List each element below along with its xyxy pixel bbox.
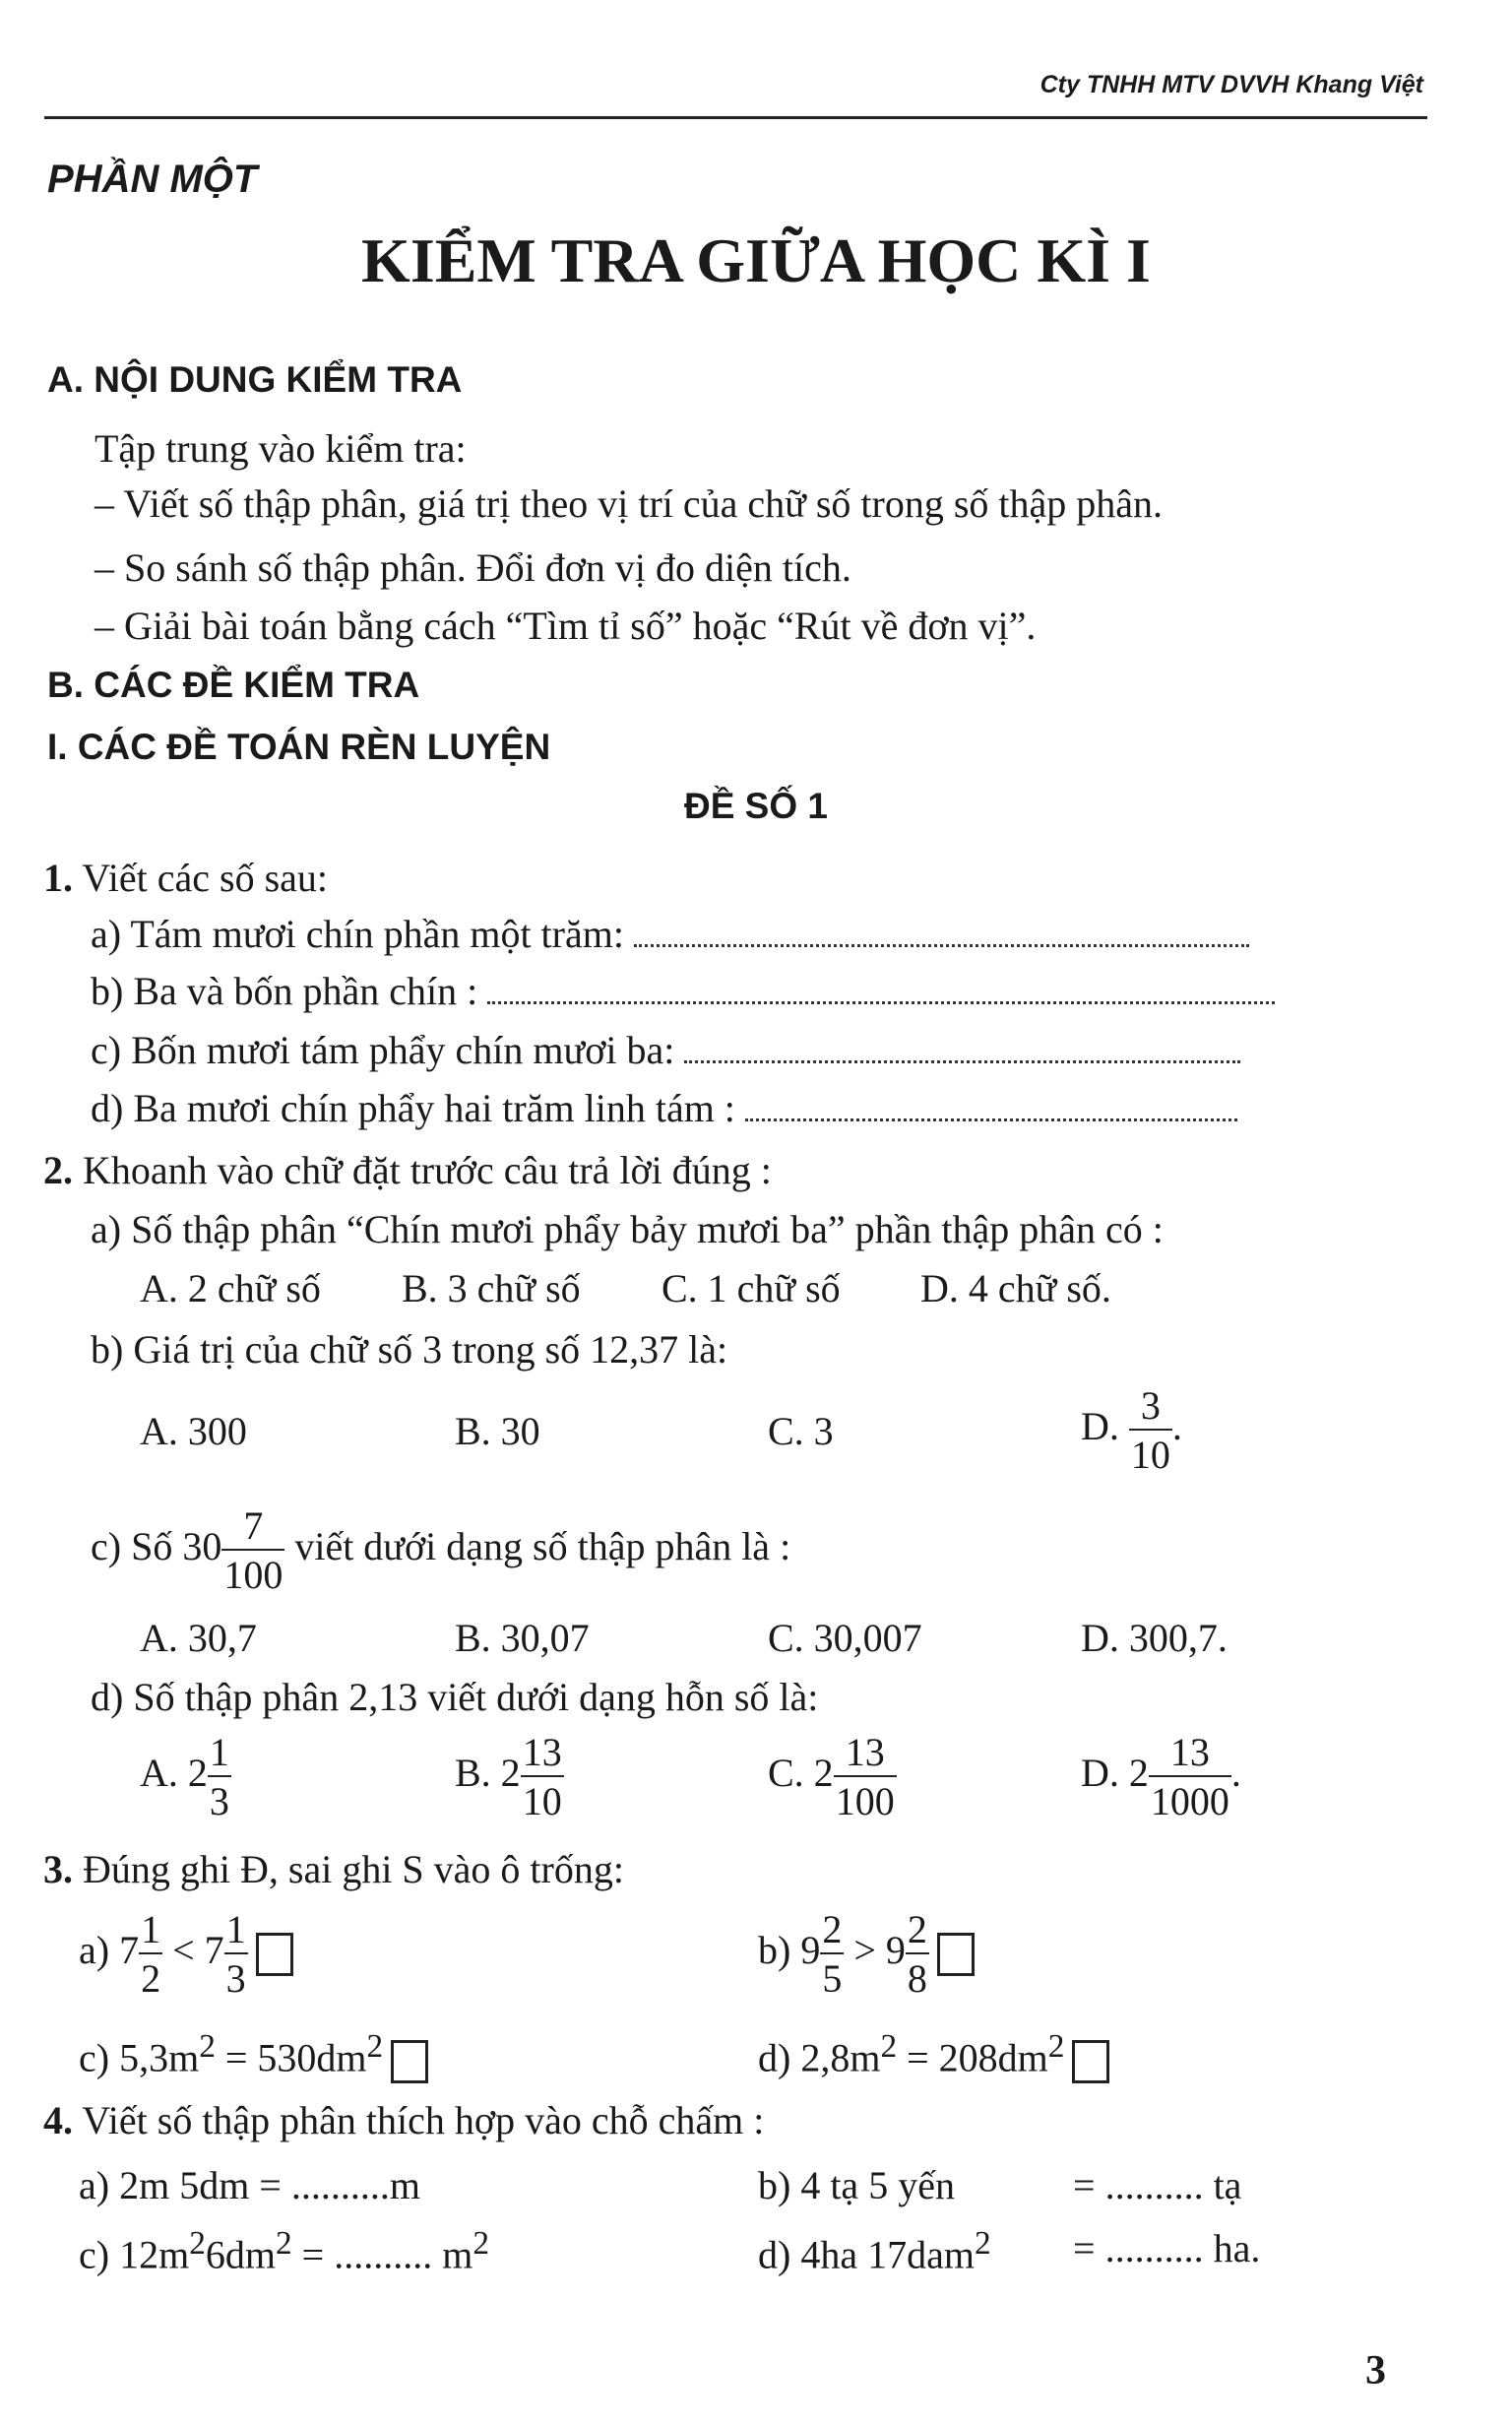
answer-option[interactable]: A. 2 $\frac{1}{3}$: [140, 1730, 229, 1823]
answer-option[interactable]: B. 30: [455, 1409, 540, 1453]
answer-blank[interactable]: [684, 1060, 1240, 1063]
answer-option[interactable]: D. 4 chữ số.: [920, 1266, 1111, 1310]
question-number: 1.: [43, 856, 73, 900]
question-number: 4.: [43, 2098, 73, 2142]
q2b-stem: b) Giá trị của chữ số 3 trong số 12,37 là:: [91, 1327, 728, 1372]
q2d-stem: d) Số thập phân 2,13 viết dưới dạng hỗn số là:: [91, 1675, 819, 1719]
publisher-header: Cty TNHH MTV DVVH Khang Việt: [1040, 71, 1423, 98]
fraction: $\frac{7}{100}$: [223, 1503, 284, 1597]
answer-blank[interactable]: ..........: [1104, 2226, 1204, 2270]
answer-blank[interactable]: ..........: [1104, 2163, 1204, 2207]
question-1-prompt: [43, 855, 328, 901]
answer-option[interactable]: C. 2 $\frac{13}{100}$: [768, 1730, 895, 1823]
question-2-prompt: [43, 1147, 772, 1193]
q4-item-d-answer: = .......... ha.: [1073, 2226, 1261, 2270]
question-number: 3.: [43, 1847, 73, 1891]
section-a-item: – So sánh số thập phân. Đổi đơn vị đo diện tích.: [94, 545, 851, 590]
q2a-stem: a) Số thập phân “Chín mươi phẩy bảy mươi ba” phần thập phân có :: [91, 1207, 1164, 1251]
answer-blank[interactable]: [634, 944, 1249, 947]
q1-item-c: [91, 1027, 1240, 1073]
question-text: Khoanh vào chữ đặt trước câu trả lời đúng :: [83, 1148, 772, 1192]
section-b-subheading: I. CÁC ĐỀ TOÁN RÈN LUYỆN: [47, 727, 551, 767]
section-a-intro: Tập trung vào kiểm tra:: [94, 426, 467, 471]
answer-blank[interactable]: ..........: [290, 2163, 390, 2207]
answer-checkbox[interactable]: [1072, 2040, 1109, 2083]
q4-item-d: d) 4ha 17dam$^2$: [758, 2225, 991, 2277]
fraction: $\frac{1}{3}$: [209, 1730, 229, 1823]
answer-option[interactable]: C. 3: [768, 1409, 834, 1453]
q1-item-b: [91, 968, 1275, 1014]
exam-title: ĐỀ SỐ 1: [684, 786, 828, 826]
q2c-stem: c) Số 30 $\frac{7}{100}$ viết dưới dạng số thập phân là :: [91, 1503, 791, 1597]
q1-item-text: c) Bốn mươi tám phẩy chín mươi ba:: [91, 1028, 675, 1072]
page-title: KIỂM TRA GIỮA HỌC KÌ I: [361, 225, 1151, 295]
answer-option[interactable]: D. $\frac{3}{10}$ .: [1081, 1383, 1182, 1477]
q1-item-a: [91, 911, 1249, 957]
fraction: $\frac{13}{10}$: [522, 1730, 562, 1823]
part-label: PHẦN MỘT: [47, 158, 258, 201]
question-text: Đúng ghi Đ, sai ghi S vào ô trống:: [83, 1847, 624, 1891]
option-label: D.: [1081, 1404, 1119, 1449]
fraction: $\frac{13}{1000}$: [1150, 1730, 1229, 1823]
q1-item-text: a) Tám mươi chín phần một trăm:: [91, 912, 624, 956]
q1-item-d: [91, 1085, 1237, 1131]
answer-option[interactable]: A. 30,7: [140, 1616, 257, 1660]
fraction: $\frac{2}{5}$: [822, 1907, 843, 2001]
q4-item-b-answer: = .......... tạ: [1073, 2163, 1242, 2207]
answer-option[interactable]: D. 2 $\frac{13}{1000}$ .: [1081, 1730, 1241, 1823]
answer-option[interactable]: A. 300: [140, 1409, 247, 1453]
q3-item-a: a) 7 $\frac{1}{2}$ < 7 $\frac{1}{3}$: [79, 1910, 293, 1999]
question-number: 2.: [43, 1148, 73, 1192]
answer-checkbox[interactable]: [391, 2040, 428, 2083]
q3-item-d: d) $2,8m^2 = 208dm^2$: [758, 2028, 1109, 2083]
q3-item-c: c) $5,3m^2 = 530dm^2$: [79, 2028, 428, 2083]
question-text: Viết số thập phân thích hợp vào chỗ chấm :: [82, 2098, 765, 2142]
fraction: $\frac{13}{100}$: [835, 1730, 895, 1823]
section-a-item: – Giải bài toán bằng cách “Tìm tỉ số” hoặc “Rút về đơn vị”.: [94, 604, 1037, 648]
section-b-heading: B. CÁC ĐỀ KIỂM TRA: [47, 665, 420, 705]
question-4-prompt: [43, 2097, 764, 2143]
q4-item-b: b) 4 tạ 5 yến: [758, 2163, 955, 2207]
fraction: $\frac{2}{8}$: [907, 1907, 927, 2001]
answer-blank[interactable]: [487, 1001, 1275, 1004]
q4-item-c: c) $12m^26dm^2$ = .......... $m^2$: [79, 2225, 490, 2277]
q4-item-a: a) 2m 5dm = ..........m: [79, 2163, 420, 2207]
answer-option[interactable]: D. 300,7.: [1081, 1616, 1228, 1660]
answer-option[interactable]: C. 30,007: [768, 1616, 922, 1660]
q3-item-b: b) 9 $\frac{2}{5}$ > 9 $\frac{2}{8}$: [758, 1910, 975, 1999]
answer-checkbox[interactable]: [256, 1933, 293, 1976]
fraction: $\frac{3}{10}$: [1130, 1383, 1170, 1477]
q1-item-text: d) Ba mươi chín phẩy hai trăm linh tám :: [91, 1086, 735, 1130]
question-text: Viết các số sau:: [82, 856, 329, 900]
answer-option[interactable]: C. 1 chữ số: [662, 1266, 841, 1310]
header-rule: [44, 116, 1427, 119]
answer-checkbox[interactable]: [937, 1933, 975, 1976]
question-3-prompt: [43, 1846, 624, 1892]
section-a-item: – Viết số thập phân, giá trị theo vị trí của chữ số trong số thập phân.: [94, 481, 1163, 526]
q1-item-text: b) Ba và bốn phần chín :: [91, 969, 478, 1013]
answer-option[interactable]: A. 2 chữ số: [140, 1266, 321, 1310]
section-a-heading: A. NỘI DUNG KIỂM TRA: [47, 359, 463, 400]
answer-blank[interactable]: ..........: [334, 2232, 433, 2277]
fraction: $\frac{1}{3}$: [225, 1907, 246, 2001]
page-number: 3: [1365, 2348, 1386, 2394]
fraction: $\frac{1}{2}$: [141, 1907, 161, 2001]
answer-option[interactable]: B. 3 chữ số: [402, 1266, 581, 1310]
answer-option[interactable]: B. 30,07: [455, 1616, 590, 1660]
answer-blank[interactable]: [745, 1118, 1237, 1121]
answer-option[interactable]: B. 2 $\frac{13}{10}$: [455, 1730, 562, 1823]
